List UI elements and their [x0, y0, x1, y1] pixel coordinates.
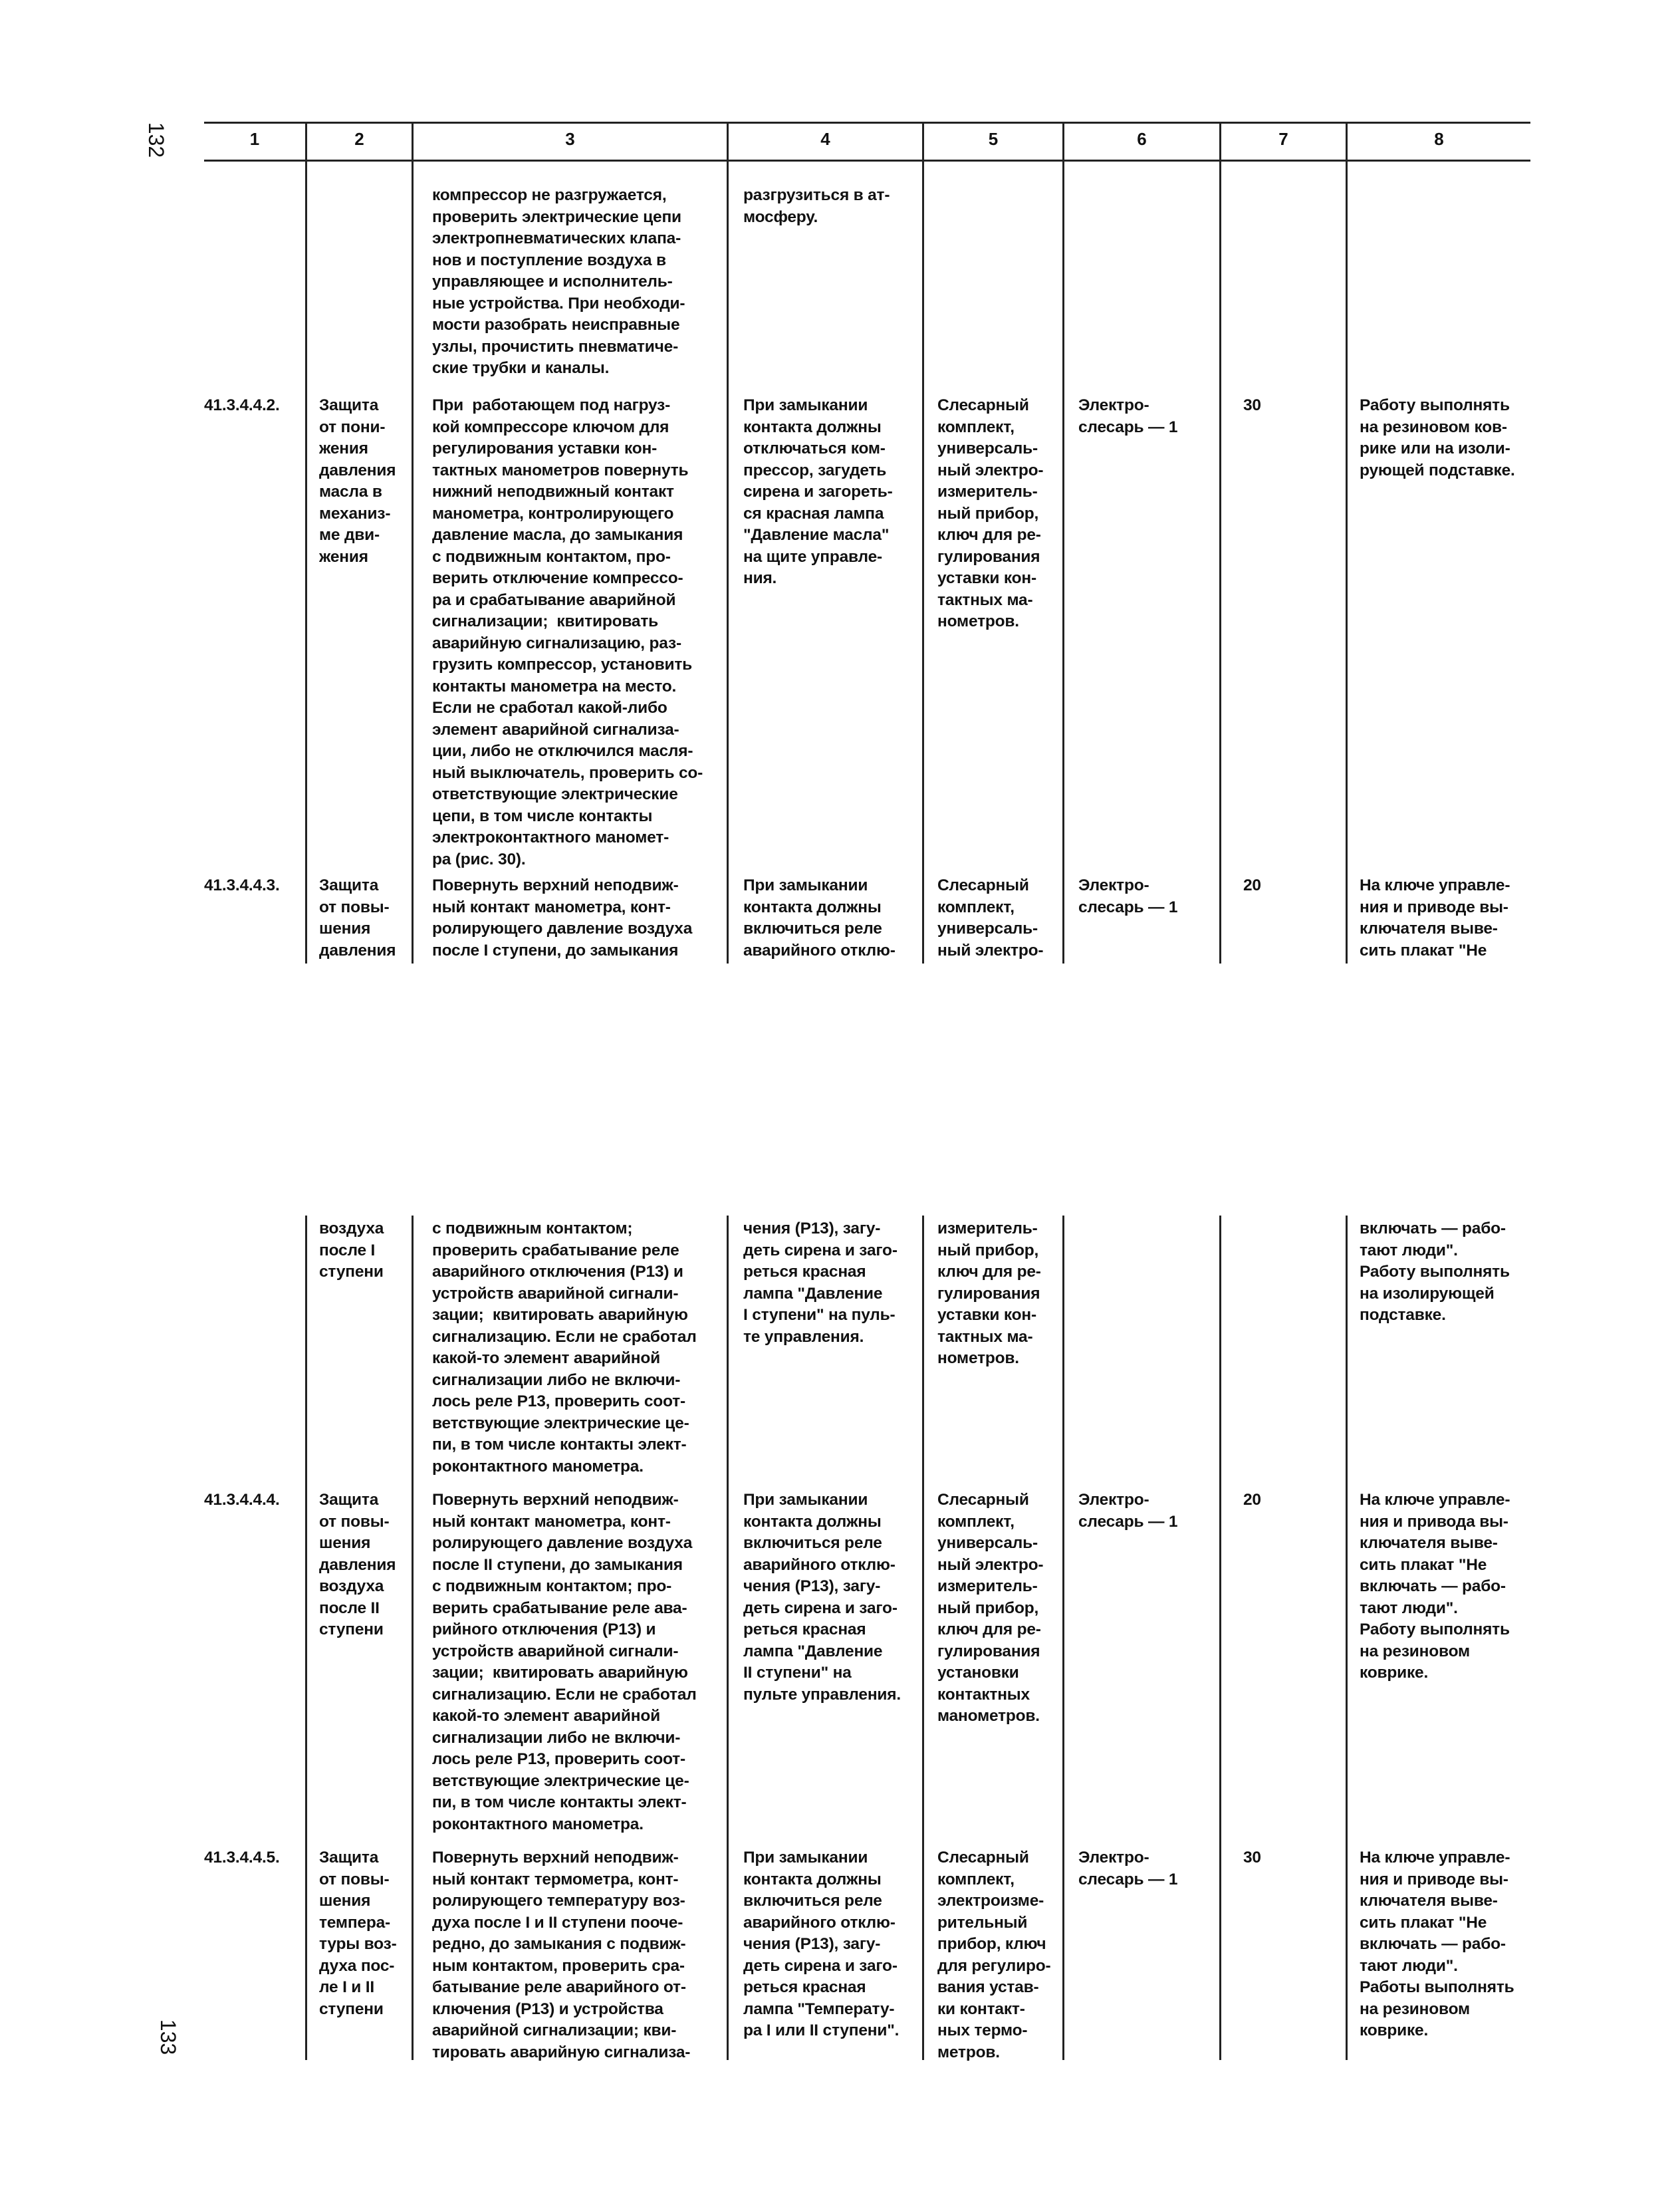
row-4445-c4: При замыкании контакта должны включиться реле аварийного отклю- чения (Р13), загу- деть сирена и заго- реться красная лампа "Температу- ра I или II ступени".	[743, 1849, 900, 2039]
header-col-6: 6	[1137, 129, 1147, 149]
row-4444-c2: Защита от повы- шения давления воздуха после II ступени	[319, 1491, 396, 1638]
row-4444-number: 41.3.4.4.4.	[204, 1491, 280, 1509]
row-4445-c6: Электро- слесарь — 1	[1078, 1849, 1178, 1888]
col-divider	[922, 122, 924, 964]
row-4444-c8: На ключе управле- ния и привода вы- ключателя выве- сить плакат "Не включать — рабо- тают люди". Работу выполнять на резиновом коврике.	[1360, 1491, 1510, 1682]
col-divider	[305, 122, 307, 964]
row-4442-c6: Электро- слесарь — 1	[1078, 396, 1178, 436]
row-4443-c4: При замыкании контакта должны включиться реле аварийного отклю-	[743, 876, 896, 960]
row-4443-number: 41.3.4.4.3.	[204, 876, 280, 894]
row-4444-c7: 20	[1243, 1491, 1261, 1509]
col-divider	[922, 1216, 924, 2060]
row-4444-c6: Электро- слесарь — 1	[1078, 1491, 1178, 1531]
cont-bottom-c5: измеритель- ный прибор, ключ для ре- гулирования уставки кон- тактных ма- нометров.	[937, 1220, 1041, 1367]
header-col-8: 8	[1434, 129, 1444, 149]
col-divider	[1346, 122, 1348, 964]
header-col-3: 3	[565, 129, 575, 149]
cont-bottom-c2: воздуха после I ступени	[319, 1220, 384, 1281]
row-4442-c5: Слесарный комплект, универсаль- ный электро- измеритель- ный прибор, ключ для ре- гулирования уставки кон- тактных ма- нометров.	[937, 396, 1044, 630]
col-divider	[1062, 1216, 1064, 2060]
header-bottom-rule	[204, 160, 1530, 162]
col-divider	[1346, 1216, 1348, 2060]
cont-top-c4: разгрузиться в ат- мосферу.	[743, 186, 890, 226]
row-4445-number: 41.3.4.4.5.	[204, 1849, 280, 1867]
col-divider	[1219, 1216, 1221, 2060]
row-4443-c6: Электро- слесарь — 1	[1078, 876, 1178, 916]
row-4443-c2: Защита от повы- шения давления	[319, 876, 396, 960]
header-col-4: 4	[820, 129, 830, 149]
row-4445-c7: 30	[1243, 1849, 1261, 1867]
header-col-7: 7	[1278, 129, 1288, 149]
cont-bottom-c4: чения (Р13), загу- деть сирена и заго- реться красная лампа "Давление I ступени" на пуль- те управления.	[743, 1220, 898, 1346]
cont-bottom-c3: с подвижным контактом; проверить срабатывание реле аварийного отключения (Р13) и устройств аварийной сигнали- зации; квитировать аварийную сигнализацию. Если не сработал какой-то элемент аварийной сигнализации либо не включи- лось реле Р13, проверить соот- ветствующие электрические це- пи, в том числе контакты элект- роконтактного манометра.	[432, 1220, 697, 1476]
row-4442-c7: 30	[1243, 396, 1261, 414]
row-4442-c4: При замыкании контакта должны отключаться ком- прессор, загудеть сирена и загореть- ся красная лампа "Давление масла" на щите управле- ния.	[743, 396, 893, 587]
col-divider	[412, 122, 414, 964]
row-4444-c4: При замыкании контакта должны включиться реле аварийного отклю- чения (Р13), загу- деть сирена и заго- реться красная лампа "Давление II ступени" на пульте управления.	[743, 1491, 901, 1704]
col-divider	[1219, 122, 1221, 964]
page-number-bottom: 133	[156, 2019, 181, 2055]
cont-top-c3: компрессор не разгружается, проверить электрические цепи электропневматических клапа- нов и поступление воздуха в управляющее и исполнитель- ные устройства. При необходи- мости разобрать неисправные узлы, прочистить пневматиче- ские трубки и каналы.	[432, 186, 685, 377]
page-number-top: 132	[144, 122, 169, 158]
row-4443-c8: На ключе управле- ния и приводе вы- ключателя выве- сить плакат "Не	[1360, 876, 1510, 960]
row-4445-c2: Защита от повы- шения темпера- туры воз- духа пос- ле I и II ступени	[319, 1849, 397, 2018]
row-4445-c8: На ключе управле- ния и приводе вы- ключателя выве- сить плакат "Не включать — рабо- тают люди". Работы выполнять на резиновом коврике.	[1360, 1849, 1514, 2039]
row-4443-c5: Слесарный комплект, универсаль- ный электро-	[937, 876, 1044, 960]
header-top-rule	[204, 122, 1530, 124]
col-divider	[1062, 122, 1064, 964]
col-divider	[305, 1216, 307, 2060]
col-divider	[412, 1216, 414, 2060]
header-col-5: 5	[988, 129, 999, 149]
row-4442-c8: Работу выполнять на резиновом ков- рике или на изоли- рующей подставке.	[1360, 396, 1515, 479]
row-4442-c2: Защита от пони- жения давления масла в механиз- ме дви- жения	[319, 396, 396, 566]
row-4445-c3: Повернуть верхний неподвиж- ный контакт термометра, конт- ролирующего температуру воз- духа после I и II ступени пооче- редно, до замыкания с подвиж- ным контактом, проверить сра- батывание реле аварийного от- ключения (Р13) и устройства аварийной сигнализации; кви- тировать аварийную сигнализа-	[432, 1849, 691, 2061]
header-col-2: 2	[354, 129, 364, 149]
row-4444-c5: Слесарный комплект, универсаль- ный электро- измеритель- ный прибор, ключ для ре- гулирования установки контактных манометров.	[937, 1491, 1044, 1725]
col-divider	[727, 1216, 729, 2060]
row-4443-c3: Повернуть верхний неподвиж- ный контакт манометра, конт- ролирующего давление воздуха после I ступени, до замыкания	[432, 876, 693, 960]
row-4442-number: 41.3.4.4.2.	[204, 396, 280, 414]
row-4444-c3: Повернуть верхний неподвиж- ный контакт манометра, конт- ролирующего давление воздуха после II ступени, до замыкания с подвижным контактом; про- верить срабатывание реле ава- рийного отключения (Р13) и устройств аварийной сигнали- зации; квитировать аварийную сигнализацию. Если не сработал какой-то элемент аварийной сигнализации либо не включи- лось реле Р13, проверить соот- ветствующие электрические це- пи, в том числе контакты элект- роконтактного манометра.	[432, 1491, 697, 1833]
header-col-1: 1	[249, 129, 260, 149]
cont-bottom-c8: включать — рабо- тают люди". Работу выполнять на изолирующей подставке.	[1360, 1220, 1510, 1324]
row-4445-c5: Слесарный комплект, электроизме- рительный прибор, ключ для регулиро- вания устав- ки контакт- ных термо- метров.	[937, 1849, 1051, 2061]
row-4443-c7: 20	[1243, 876, 1261, 894]
row-4442-c3: При работающем под нагруз- кой компрессоре ключом для регулирования уставки кон- тактных манометров повернуть нижний неподвижный контакт манометра, контролирующего давление масла, до замыкания с подвижным контактом, про- верить отключение компрессо- ра и срабатывание аварийной сигнализации; квитировать аварийную сигнализацию, раз- грузить компрессор, установить контакты манометра на место. Если не сработал какой-либо элемент аварийной сигнализа- ции, либо не отключился масля- ный выключатель, проверить со- ответствующие электрические цепи, в том числе контакты электроконтактного маномет- ра (рис. 30).	[432, 396, 703, 868]
col-divider	[727, 122, 729, 964]
